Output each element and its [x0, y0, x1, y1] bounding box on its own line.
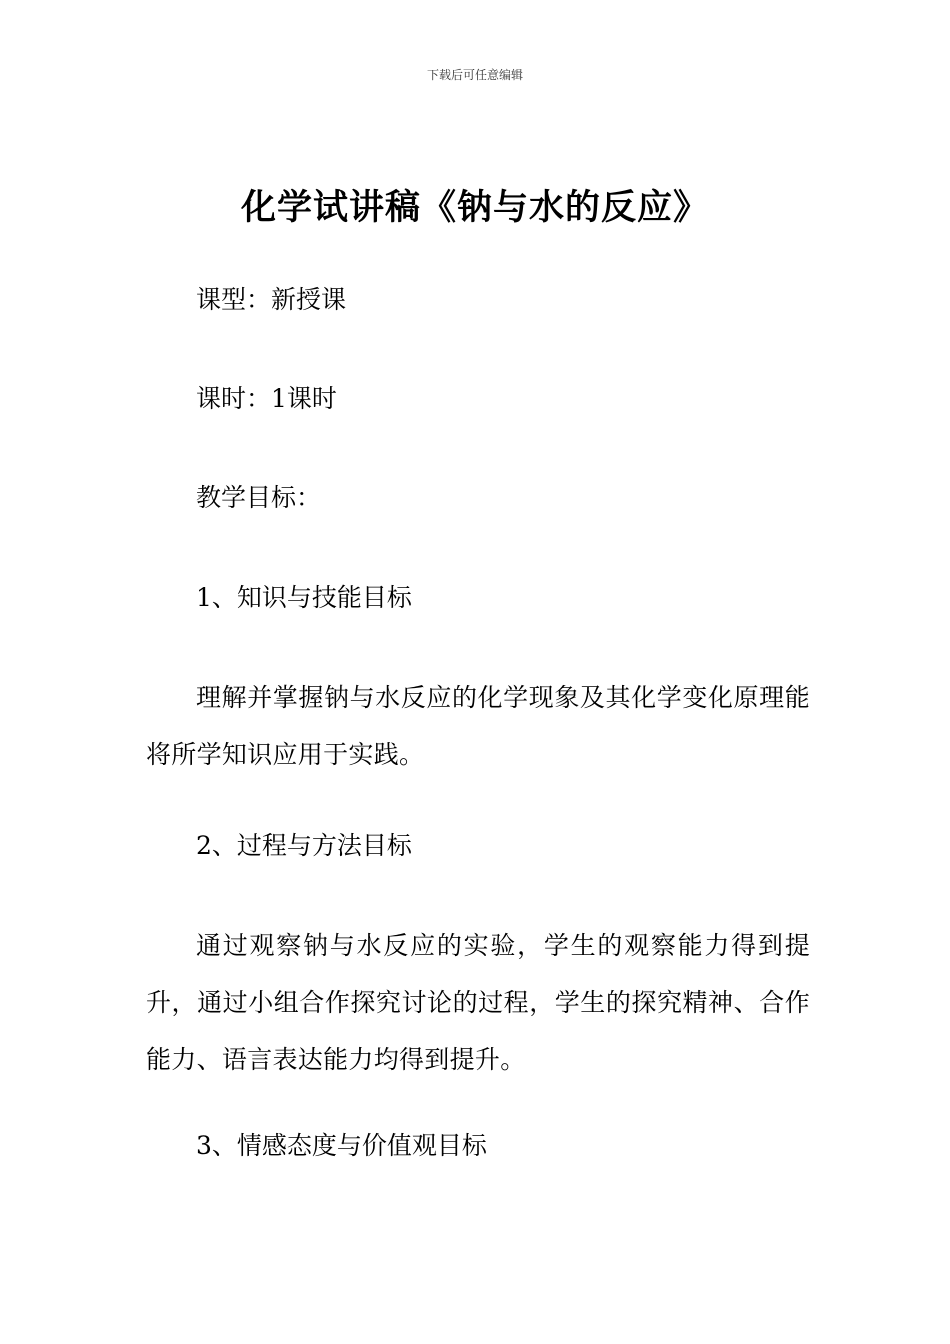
document-title: 化学试讲稿《钠与水的反应》 — [240, 188, 709, 228]
lesson-type: 课型：新授课 — [196, 285, 347, 314]
objectives-heading: 教学目标： — [196, 483, 322, 512]
objective-1-text: 理解并掌握钠与水反应的化学现象及其化学变化原理能将所学知识应用于实践。 — [146, 683, 810, 769]
objective-1-heading: 1、知识与技能目标 — [196, 583, 412, 612]
objective-2-text: 通过观察钠与水反应的实验，学生的观察能力得到提升，通过小组合作探究讨论的过程，学生的探究精神、合作能力、语言表达能力均得到提升。 — [146, 931, 810, 1074]
header-note: 下载后可任意编辑 — [426, 68, 523, 82]
objective-2-heading: 2、过程与方法目标 — [196, 831, 412, 860]
objective-3-heading: 3、情感态度与价值观目标 — [196, 1131, 487, 1160]
lesson-time: 课时：1课时 — [196, 384, 337, 413]
